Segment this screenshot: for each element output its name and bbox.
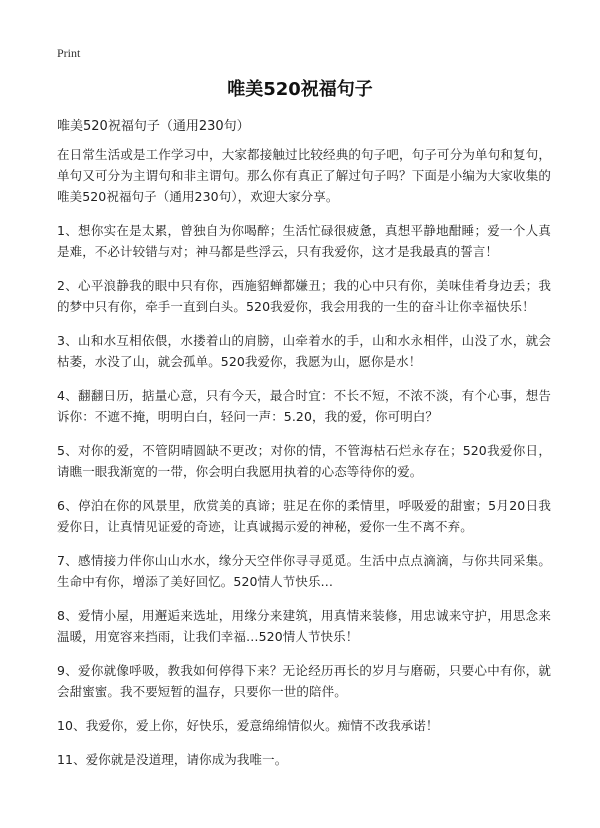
article-body <box>57 116 551 783</box>
blessing-paragraph-11: 11、爱你就是没道理，请你成为我唯一。 <box>57 752 288 767</box>
blessing-paragraph-9: 9、爱你就像呼吸，教我如何停得下来？无论经历再长的岁月与磨砺，只要心中有你，就会甜蜜蜜。我不要短暂的温存，只要你一世的陪伴。 <box>57 663 551 699</box>
blessing-paragraph-3: 3、山和水互相依偎，水搂着山的肩膀，山牵着水的手，山和水永相伴，山没了水，就会枯萎，水没了山，就会孤单。520我爱你，我愿为山，愿你是水！ <box>57 333 551 369</box>
blessing-paragraph-6: 6、停泊在你的风景里，欣赏美的真谛；驻足在你的柔情里，呼吸爱的甜蜜；5月20日我爱你日，让真情见证爱的奇迹，让真诚揭示爱的神秘，爱你一生不离不弃。 <box>57 498 551 534</box>
blessing-paragraph-7: 7、感情接力伴你山山水水，缘分天空伴你寻寻觅觅。生活中点点滴滴，与你共同采集。生命中有你，增添了美好回忆。520情人节快乐… <box>57 553 551 589</box>
blessing-paragraph-5: 5、对你的爱，不管阴晴圆缺不更改；对你的情，不管海枯石烂永存在；520我爱你日，请瞧一眼我渐宽的一带，你会明白我愿用执着的心态等待你的爱。 <box>57 443 551 479</box>
intro-paragraph: 在日常生活或是工作学习中，大家都接触过比较经典的句子吧，句子可分为单句和复句，单句又可分为主谓句和非主谓句。那么你有真正了解过句子吗？下面是小编为大家收集的唯美520祝福句子（通用230句），欢迎大家分享。 <box>57 147 551 204</box>
blessing-paragraph-8: 8、爱情小屋，用邂逅来选址，用缘分来建筑，用真情来装修，用忠诚来守护，用思念来温暖，用宽容来挡雨，让我们幸福…520情人节快乐！ <box>57 608 551 644</box>
print-link[interactable]: Print <box>57 46 81 60</box>
page-title: 唯美520祝福句子 <box>227 79 373 100</box>
blessing-paragraph-2: 2、心平浪静我的眼中只有你，西施貂蝉都嫌丑；我的心中只有你，美味佳肴身边丢；我的梦中只有你，牵手一直到白头。520我爱你，我会用我的一生的奋斗让你幸福快乐！ <box>57 278 551 314</box>
blessing-paragraph-10: 10、我爱你，爱上你，好快乐，爱意绵绵情似火。痴情不改我承诺！ <box>57 718 439 733</box>
blessing-paragraph-1: 1、想你实在是太累，曾独自为你喝醉；生活忙碌很疲惫，真想平静地酣睡；爱一个人真是难，不必计较错与对；神马都是些浮云，只有我爱你，这才是我最真的誓言！ <box>57 223 551 259</box>
blessing-paragraph-4: 4、翻翻日历，掂量心意，只有今天，最合时宜：不长不短，不浓不淡，有个心事，想告诉你：不遮不掩，明明白白，轻问一声：5.20，我的爱，你可明白？ <box>57 388 551 424</box>
article-subtitle: 唯美520祝福句子（通用230句） <box>57 119 250 134</box>
